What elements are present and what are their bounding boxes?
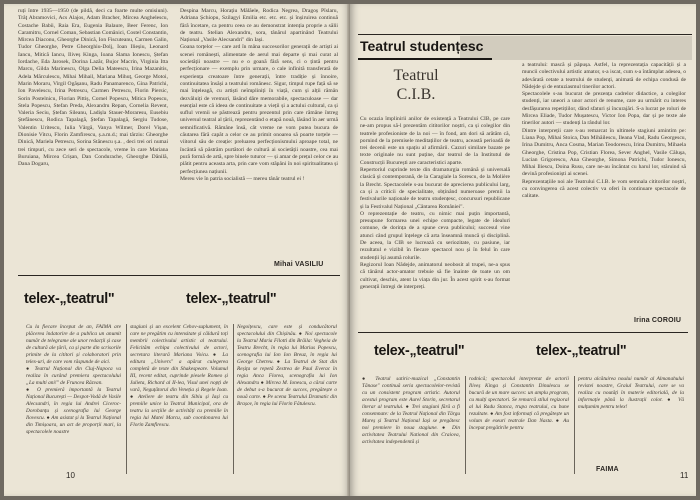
- right-page: [350, 4, 696, 496]
- column-rule: [465, 376, 466, 474]
- page-number-right: 11: [680, 471, 689, 480]
- telex-heading-right-1: telex-„teatrul": [374, 342, 465, 359]
- right-article-signature: Irina COROIU: [634, 317, 682, 324]
- left-telex-column-1: Cu la fiecare început de an, FAIMA are plăcerea îndatorire de a publica un anumit număr de telegrame ale unor redacții și case de cultură ale țării, ca și parte din scrisorile primite de la cititori și colaboratori prin telex-uri, de care vom răspunde de aici. ● Teatrul Național din Cluj-Napoca va realiza în curând premiera spectacolului „La multi ani!" de Fruncea Răzvan. ● O premieră importantă la Teatrul Național București — Despot-Vodă de Vasile Alecsandri, în regia lui Andrei Ciceroc-Dorobanțu și scenografia lui George Ilovescu. ● Am asistat și la Teatrul Național din Timișoara, un act de proporții mari, la spectacolele noastre: [26, 324, 121, 435]
- right-telex-column-3: pentru alcătuirea noului număr al Almanahului revistei noastre, Graiul Teatrului, care se va realiza cu noutăți în materie editorială, de la informație până la ilustrații color. ● Vă mulțumim pentru telex!: [578, 376, 684, 410]
- telex-heading-left-1: telex-„teatrul": [24, 290, 115, 307]
- right-telex-column-2: rodnică; spectacolul interpretat de actorii Iliveș Kinga și Constantin Dinulescu se bucură de un mare succes: un amplu program, cu mulți spectatori. Se remarcă stilul regizoral al lui Radu Stanca, trupa teatrului, cu bune rezultate. ● Am fost informați că pregătește un volum de eseuri teatrale Dan Nasta. ● Au început pregătirile pentru: [469, 376, 569, 431]
- telex-heading-right-2: telex-„teatrul": [536, 342, 627, 359]
- article-title-line-1: Teatrul: [393, 67, 439, 84]
- section-title-underline: [358, 58, 492, 60]
- article-title: [368, 66, 464, 104]
- magazine-spread: [4, 4, 696, 496]
- show-through-shadow: [460, 36, 692, 60]
- page-number-left: 10: [66, 471, 75, 480]
- right-article-column-a: Cu ocazia împlinirii anilor de existență a Teatrului CIB, pe care ne-am propus să-l prezentăm cititorilor noștri, ca și colegilor din teatrele profesioniste de la noi — în fond, am dori să arătăm că, pornind de la premisele meditațiilor de teatru, această perioadă de trei decenii este un spațiu al afirmării. Cazuri similare bazate pe texte originale nu sunt puține, dar teatrul de la Institutul de Construcții București are caracteristici aparte. Repertoriul cuprinde texte din dramaturgia română și universală clasică și contemporană, de la Caragiale la Sorescu, de la Molière la Brecht. Spectacolele s-au bucurat de aprecierea publicului larg, ca și a criticii de specialitate, obținând numeroase premii la festivalurile naționale de teatru studențesc, concursuri republicane și la Festivalul Național „Cântarea României". O reprezentație de teatru, cu nimic mai puțin importantă, presupune formarea unei echipe compacte, legate de idealuri comune, de dorința de a spune ceva publicului; succesul vine atunci când grupul înțelege că arta înseamnă muncă și disciplină. De aceea, la CIB se lucrează cu seriozitate, cu pasiune, iar rezultatul e vizibil în fiecare spectacol nou și în felul în care studenții își asumă rolurile. Regizorul Ioan Nădejde, animatorul neobosit al trupei, ne-a spus că tânărul actor-amator trebuie să fie înainte de toate un om cultivat, deschis, atent la viața din jur. În acest spirit s-au format generații întregi de interpreți.: [360, 116, 510, 290]
- right-telex-column-1: ● Teatrul satiric-muzical „Constantin Tănase" continuă seria spectacolelor-revistă cu un consistent program artistic. Autorul acestui program este Aurel Storin, secretarul literar al teatrului. ● Trei stagiuni fără a fi consemnate: de la Teatrul Național din Târgu Mureș și Teatrul Național Iași se pregătesc noi premiere în noua stagiune. ● Din activitatea Teatrului National din Craiova, activitatea independentă și: [362, 376, 460, 445]
- telex-signature: FAIMA: [596, 466, 619, 473]
- article-title-line-2: C.I.B.: [396, 86, 436, 103]
- header-rule: [358, 34, 692, 35]
- telex-heading-left-2: telex-„teatrul": [186, 290, 277, 307]
- section-title: Teatrul studențesc: [360, 38, 484, 54]
- left-page: [4, 4, 350, 496]
- left-divider: [18, 275, 340, 276]
- left-article-column-1: ruți între 1935—1950 (de pildă, deci ca foarte multe omisiuni). Trăţ Abramovici, Acs Alajos, Adam Bracher, Mircea Anghelescu, Costache Babii, Raia Era, Eugenia Balaure, Beer Ferenc, Ion Caramitru, Cornel Coman, Sebastian Comănici, Costel Constantin, Mircea Diaconu, Gheorghe Dinică, Ion Fiscuteanu, Carmen Galin, Tudor Gheorghe, Petre Gheorghiu-Dolj, Ioan Ilieșiu, Leonard Iancu, Mitică Iancu, Iliveș Kinga, Ioana Slama Ionescu, Ștefan Iordache, Eda Jarosek, Dorina Lazăr, Bujor Macrin, Virginia Itta Marcu, Gilda Marinescu, Olga Delia Mateescu, Irina Mazanitis, Adela Mărculescu, Mihai Mihail, Mariana Mihuț, George Motoi, Marin Moraru, Virgil Ogășanu, Radu Panamarenco, Gina Patrichi, Ion Pavelescu, Irina Petrescu, Carmen Petrescu, Florin Piersic, Sorin Postelnicu, Florian Pittiș, Cornel Popescu, Mitica Popescu, Stela Popescu, Stefan Preda, Alexandru Repan, Cornelia Revent, Valeria Seciu, Ștefan Sileanu, Ladișla Stauer-Moraresu, Eusebiu Ștefănescu, Rodica Tapalagă, Ștefan Tapalagă, Sergiu Tudose, Valentin Uritescu, Iulia Vârgă, Vanya Wilmer, Dorel Vișan, Dionisie Vitcu, Florin Zamfirescu, ș.a.m.d.; mai târziu: Gheorghe Dinică, Mariela Petrescu, Sorina Stănescu ș.a. , deci trei ori numai trei timpuri, cu zece seri de spectacole, vreme în care Mariana Buruiana, Mircea Crișan, Dan Condurache, Gheorghe Dănilă, Dana Dogaru,: [18, 8, 168, 168]
- column-rule: [574, 376, 575, 474]
- left-telex-column-2: stagiuni și un excelent Cehov-suplument, în care ne pregătim cu intensitate și căldură toți membrii colectivului artistic al teatrului. Felicităm echipa colectivului de actori, secretara literară Mariana Voicu. ● La editura „Univers" a apărut culegerea completă de texte din Shakespeare. Volumul III, recent editat, cuprinde piesele Romeo și Julieta, Richard al II-lea, Visul unei nopți de vară, Neguțătorul din Veneția și Regele Ioan. ● Ateliere de teatru din Sibiu și Iași cu premiile unice la Teatrul Municipal, ora de teatru la secțiile de activități cu premiile în regia lui Matei Marcu, sub coordonarea lui Florin Zamfirescu.: [130, 324, 228, 428]
- column-rule: [233, 324, 234, 474]
- column-rule: [126, 324, 127, 474]
- right-article-column-b: a teatrului: mască și păpușa. Astfel, la reprezentația capacității și a muncii colectivului artistic amator, s-a iscat, cum s-a întâmplat adesea, o adevărată cetate a teatrului de studenți, animată de echipa condusă de Nădejde și de entuziasmul tinerilor actori. Spectacolele s-au bucurat de prezența cadrelor didactice, a colegilor studenți, iar uneori a unor actori de renume, care au urmărit cu interes desfășurarea repetițiilor, dând sfaturi și încurajări. S-a lucrat pe roluri de Mircea Eliade, Tudor Mușatescu, Victor Ion Popa, dar și pe texte ale tinerilor autori — studenți la rândul lor. Dintre interpreții care s-au remarcat în ultimele stagiuni amintim pe: Liana Pop, Mihai Stoica, Dan Mihăilescu, Ileana Vlad, Radu Georgescu, Irina Dumitru, Anca Cosma, Marian Teodorescu, Irina Dumitru, Mihaela Gheorghe, Cristina Pop, Cristian Florea, Sever Anghel, Vasile Căluşa, Lucian Grigorescu, Ana Gheorghe, Simona Patrichi, Tudor Ionescu, Mihai Iliescu, Doina Rusu, care ne-au încântat cu harul lor, stăruind să devină profesioniști ai scenei. Reprezentațiile noi ale Teatrului C.I.B. le vom semnala cititorilor noștri, cu convingerea că acest colectiv va oferi în continuare spectacole de calitate.: [522, 62, 686, 200]
- left-telex-column-3: Negoițescu, care este și conducătorul spectacolului din Chișinău. ● Noi spectacole la Teatrul Maria Filotti din Brăila: Vegheia de Teatru Brecht, în regia lui Marius Popescu, scenografia lui Ion Ion Breuz, în regia lui George Chetreu. ● La Teatrul de Stat din Reșița se repetă Zestrea de Paul Everac în regia Anca Florea, scenografia lui Ion Alexandru ● Mircea M. Ionescu, a cărui carte de debut s-a bucurat de succes, pregătește o nouă carte. ● Pe scena Teatrului Dramatic din Brașov, în regia lui Florin Fătulescu.: [237, 324, 337, 407]
- left-article-signature: Mihai VASILIU: [274, 261, 324, 268]
- left-article-column-2: Despina Marcu, Horațiu Mălăele, Rodica Negrea, Dragoș Pîslaru, Adriana Șchiopu, Szilagyi Emilia etc. etc. etc. și înșiruirea continuă fără încetare, ca pentru ceea ce au demonstrat intenția proprie a sălii de teatru. Stelian Alexandru, sora, tânărul apartinând Teatrului Național „Vasile Alecsandri" din Iași. Goana torțelor — care ard în mâna succesorilor generații de artiști ai scenei românești, alimentate de aerul mai departe și mai curat al societății noastre — nu e o goană fără sens, ci o țintă pentru perfecționare — exemplu prin urmare, o cale infinită transferată de experiența creatoare între generații, între tradiție și înnoire, continuitatea însăși a teatrului românesc. Sigur, timpul rupe față să se mai înțeleagă, cu artiști neîmpliniți în viață, cum și alții rămân dezvăluiți de vremuri, lăsând dâre memorabile, spectaculoase — dar esențial este că ideea de continuitate a vieții și a actului cultural, ca și suflul vremii se păstrează pentru prezentul prin care rămâne întreg universul teatral al țării, reprezentând o etapă nouă, lăsând în aer urmă semnificativă. Rămâne însă, cât vreme ne vom putea bucura de căutarea fără capăt a celor ce au primit onoarea să poarte torțele — viitorul său de creație: preluarea perfecționismului aproape total, ne încântă să păstrăm purtători de cultură ai societății noastre, cea mai pură formă de artă, spre binele tuturor — și amar de prețul celor ce au plătit pentru aceasta arta, prin care vom stăpâni în noi spiritualitatea și perfecțiunea națiunii. Mereu vie în patria socialistă — mereu tânăr teatrul ei !: [180, 8, 338, 182]
- right-divider: [358, 332, 688, 333]
